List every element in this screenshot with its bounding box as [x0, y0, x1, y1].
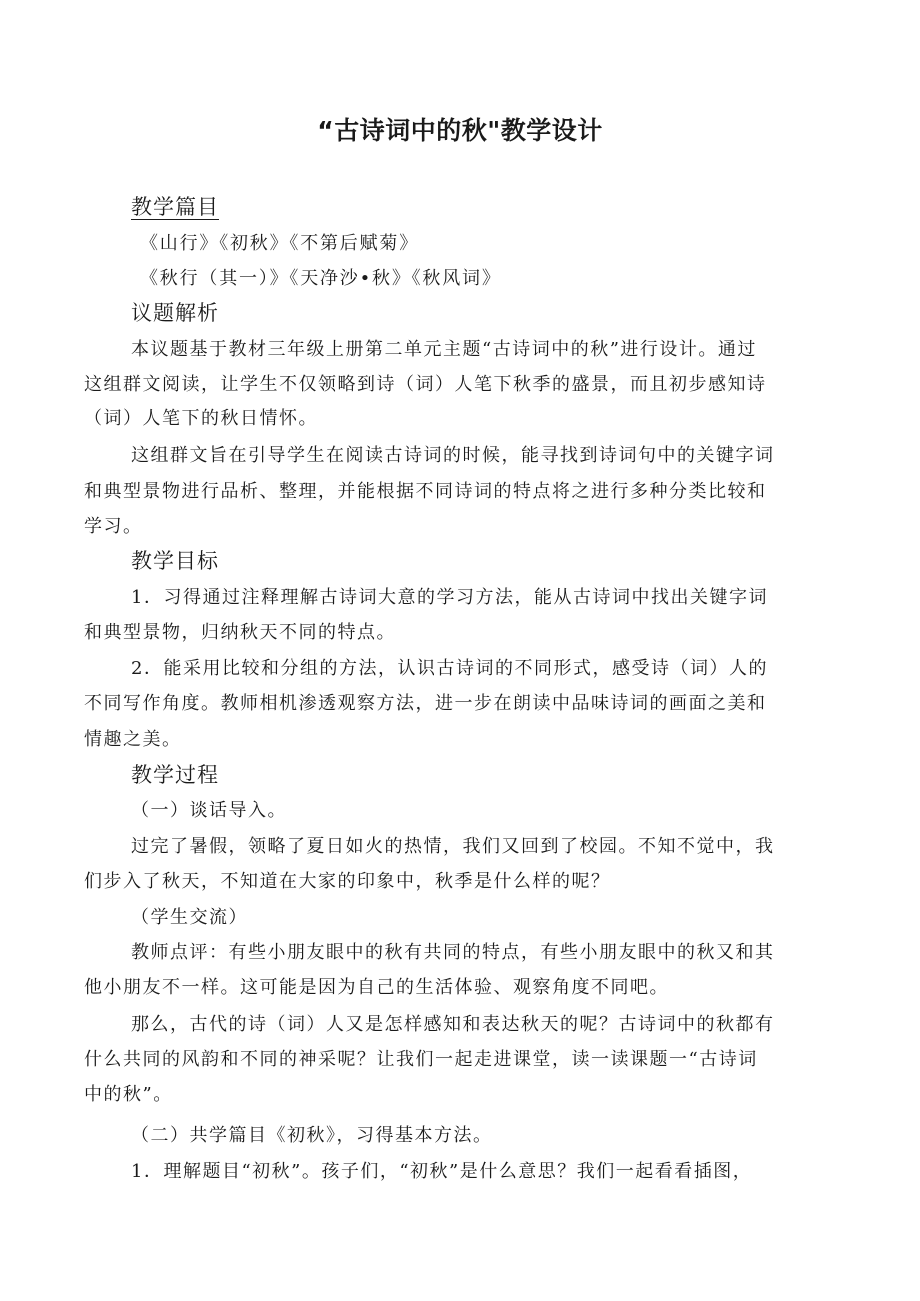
paragraph-line: 们步入了秋天，不知道在大家的印象中，秋季是什么样的呢？: [84, 871, 611, 892]
section-heading-pian-mu: 教学篇目: [131, 195, 219, 219]
paragraph-line: 过完了暑假，领略了夏日如火的热情，我们又回到了校园。不知不觉中，我: [131, 836, 775, 857]
paragraph-line: 这组群文旨在引导学生在阅读古诗词的时候，能寻找到诗词句中的关键字词: [131, 445, 775, 466]
paragraph-line: 本议题基于教材三年级上册第二单元主题“古诗词中的秋”进行设计。通过: [131, 339, 757, 360]
goal-line: 情趣之美。: [84, 729, 182, 750]
paragraph-line: 教师点评：有些小朋友眼中的秋有共同的特点，有些小朋友眼中的秋又和其: [131, 942, 775, 963]
step-item-1: 1．理解题目“初秋”。孩子们，“初秋”是什么意思？我们一起看看插图，: [131, 1161, 753, 1182]
student-note: （学生交流）: [131, 907, 248, 928]
paragraph-line: 这组群文阅读，让学生不仅领略到诗（词）人笔下秋季的盛景，而且初步感知诗: [84, 374, 767, 395]
section-heading-guo-cheng: 教学过程: [131, 763, 219, 787]
paragraph-line: 中的秋”。: [84, 1084, 173, 1105]
goal-line: 不同写作角度。教师相机渗透观察方法，进一步在朗读中品味诗词的画面之美和: [84, 693, 767, 714]
paragraph-line: （词）人笔下的秋日情怀。: [84, 408, 318, 429]
step-heading-2: （二）共学篇目《初秋》，习得基本方法。: [131, 1125, 493, 1146]
section-heading-yi-ti: 议题解析: [131, 301, 219, 325]
works-list-line-1: 《山行》《初秋》《不第后赋菊》: [140, 233, 419, 254]
paragraph-line: 学习。: [84, 516, 143, 537]
paragraph-line: 什么共同的风韵和不同的神采呢？让我们一起走进课堂，读一读课题一“古诗词: [84, 1049, 758, 1070]
step-heading-1: （一）谈话导入。: [131, 800, 287, 821]
paragraph-line: 那么，古代的诗（词）人又是怎样感知和表达秋天的呢？古诗词中的秋都有: [131, 1014, 775, 1035]
goal-line: 1．习得通过注释理解古诗词大意的学习方法，能从古诗词中找出关键字词: [131, 587, 768, 608]
works-list-line-2: 《秋行（其一）》《天净沙•秋》《秋风词》: [140, 268, 502, 289]
paragraph-line: 和典型景物进行品析、整理，并能根据不同诗词的特点将之进行多种分类比较和: [84, 481, 767, 502]
paragraph-line: 他小朋友不一样。这可能是因为自己的生活体验、观察角度不同吧。: [84, 977, 669, 998]
goal-line: 和典型景物，归纳秋天不同的特点。: [84, 622, 396, 643]
section-heading-mu-biao: 教学目标: [131, 549, 219, 573]
goal-line: 2．能采用比较和分组的方法，认识古诗词的不同形式，感受诗（词）人的: [131, 658, 768, 679]
document-title: “古诗词中的秋"教学设计: [317, 116, 603, 145]
